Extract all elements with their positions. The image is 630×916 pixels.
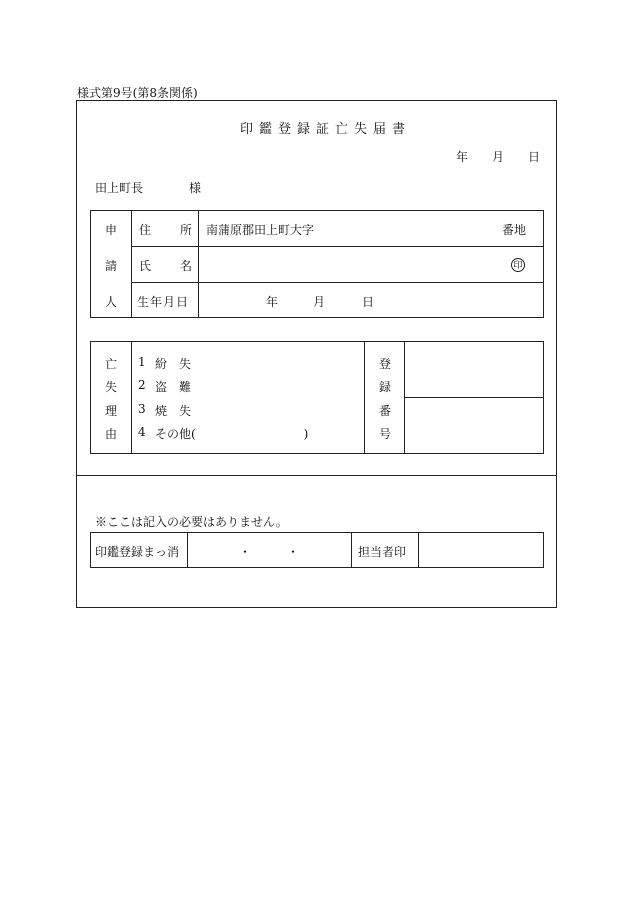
date-month-label: 月 xyxy=(492,150,505,164)
reason-label: 焼 失 xyxy=(155,404,192,418)
staff-seal-label: 担当者印 xyxy=(358,545,407,559)
reason-label: 紛 失 xyxy=(155,357,192,371)
loss-label-char: 由 xyxy=(105,427,118,441)
addressee-name: 田上町長 xyxy=(95,181,144,195)
name-label-char: 氏 xyxy=(139,259,152,273)
date-day-label: 日 xyxy=(528,150,541,164)
registration-label-char: 号 xyxy=(379,427,392,441)
applicant-label-char: 請 xyxy=(105,259,118,273)
reason-number: 2 xyxy=(138,378,146,392)
date-year-label: 年 xyxy=(456,150,469,164)
document-title: 印鑑登録証亡失届書 xyxy=(240,122,412,137)
form-number-label: 様式第9号(第8条関係) xyxy=(77,86,198,100)
applicant-label-char: 人 xyxy=(105,295,118,309)
registration-label-char: 番 xyxy=(379,404,392,418)
birthdate-label: 生年月日 xyxy=(137,295,190,309)
applicant-label-char: 申 xyxy=(105,223,118,237)
registration-label-char: 録 xyxy=(379,380,392,394)
office-use-note: ※ここは記入の必要はありません。 xyxy=(95,515,288,529)
addressee-honorific: 様 xyxy=(189,181,202,195)
cancel-label: 印鑑登録まっ消 xyxy=(95,545,180,559)
address-prefix: 南蒲原郡田上町大字 xyxy=(206,223,315,237)
loss-label-char: 理 xyxy=(105,404,118,418)
cancel-date-dot: ・ xyxy=(287,545,300,559)
name-label-char: 名 xyxy=(180,259,193,273)
birth-year-label: 年 xyxy=(266,295,279,309)
reason-label: その他( ) xyxy=(155,427,309,441)
loss-label-char: 亡 xyxy=(105,357,118,371)
address-suffix: 番地 xyxy=(502,223,527,237)
address-label-char: 所 xyxy=(180,223,193,237)
section-divider xyxy=(76,475,557,476)
reason-number: 3 xyxy=(138,402,146,416)
address-label-char: 住 xyxy=(139,223,152,237)
reason-number: 4 xyxy=(138,425,146,439)
reason-label: 盗 難 xyxy=(155,380,192,394)
registration-label-char: 登 xyxy=(379,357,392,371)
cancel-date-dot: ・ xyxy=(239,545,252,559)
reason-number: 1 xyxy=(138,355,146,369)
seal-mark-icon: 印 xyxy=(511,258,525,272)
loss-label-char: 失 xyxy=(105,380,118,394)
birth-month-label: 月 xyxy=(313,295,326,309)
birth-day-label: 日 xyxy=(362,295,375,309)
